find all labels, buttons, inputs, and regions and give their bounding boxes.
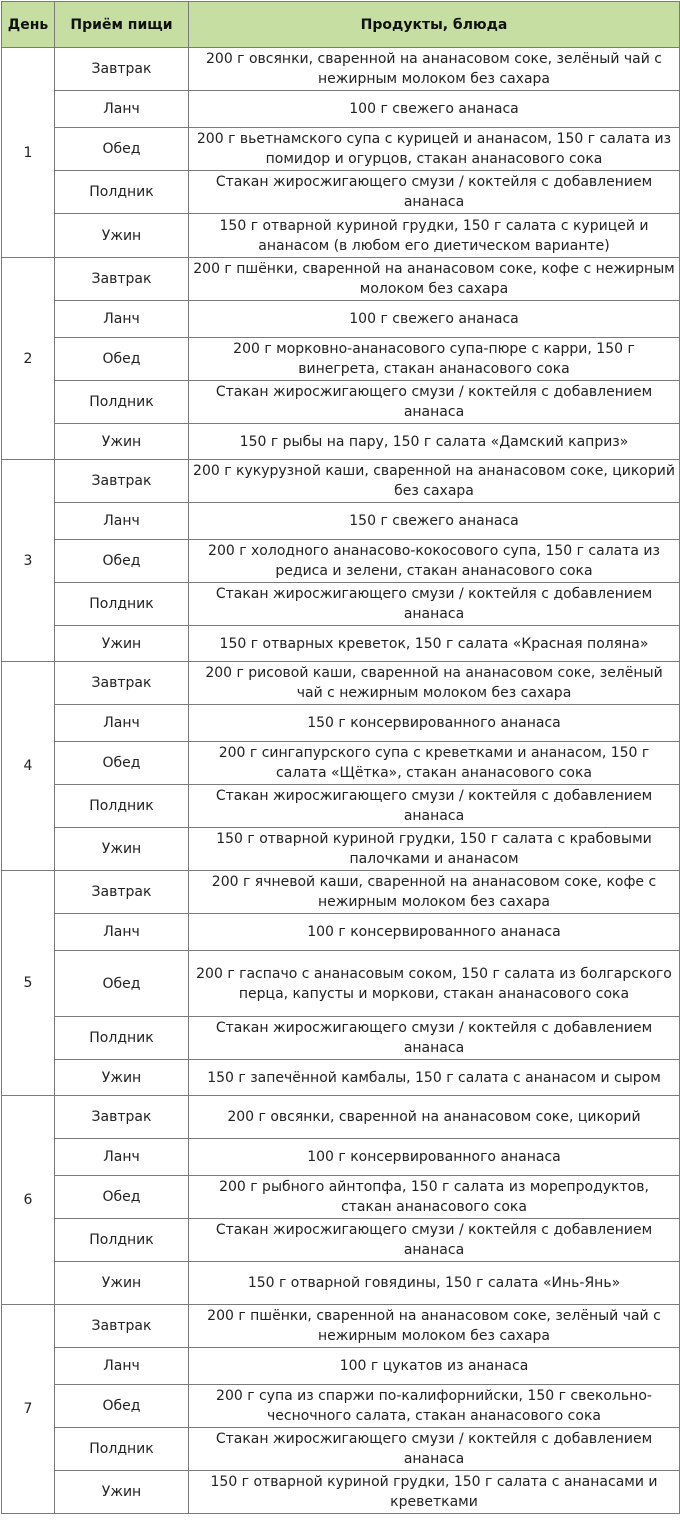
table-row <box>2 662 680 705</box>
food-description-cell: 100 г свежего ананаса <box>189 91 680 128</box>
meal-name-cell: Ланч <box>55 503 189 540</box>
table-row <box>2 460 680 503</box>
table-row <box>2 128 680 171</box>
meal-name-cell: Ланч <box>55 1348 189 1385</box>
food-description-cell: 200 г холодного ананасово-кокосового супа, 150 г салата из редиса и зелени, стакан ананасового сока <box>189 540 680 583</box>
day-number-cell: 3 <box>2 460 55 662</box>
meal-name-cell: Обед <box>55 1176 189 1219</box>
food-description-cell: Стакан жиросжигающего смузи / коктейля с добавлением ананаса <box>189 583 680 626</box>
food-description-cell: 100 г консервированного ананаса <box>189 1139 680 1176</box>
table-row <box>2 1219 680 1262</box>
column-header-food: Продукты, блюда <box>189 2 680 48</box>
meal-name-cell: Завтрак <box>55 662 189 705</box>
meal-name-cell: Полдник <box>55 381 189 424</box>
food-description-cell: 200 г кукурузной каши, сваренной на ананасовом соке, цикорий без сахара <box>189 460 680 503</box>
food-description-cell: 200 г морковно-ананасового супа-пюре с карри, 150 г винегрета, стакан ананасового сока <box>189 338 680 381</box>
meal-name-cell: Обед <box>55 1385 189 1428</box>
meal-name-cell: Обед <box>55 128 189 171</box>
food-description-cell: 200 г овсянки, сваренной на ананасовом соке, зелёный чай с нежирным молоком без сахара <box>189 48 680 91</box>
day-number-cell: 5 <box>2 871 55 1096</box>
food-description-cell: 100 г цукатов из ананаса <box>189 1348 680 1385</box>
meal-name-cell: Полдник <box>55 583 189 626</box>
food-description-cell: Стакан жиросжигающего смузи / коктейля с добавлением ананаса <box>189 171 680 214</box>
meal-name-cell: Завтрак <box>55 460 189 503</box>
table-row <box>2 785 680 828</box>
food-description-cell: Стакан жиросжигающего смузи / коктейля с добавлением ананаса <box>189 785 680 828</box>
day-number-cell: 7 <box>2 1305 55 1514</box>
food-description-cell: 150 г рыбы на пару, 150 г салата «Дамский каприз» <box>189 424 680 460</box>
food-description-cell: 100 г консервированного ананаса <box>189 914 680 951</box>
column-header-meal: Приём пищи <box>55 2 189 48</box>
meal-name-cell: Ужин <box>55 828 189 871</box>
table-row <box>2 742 680 785</box>
meal-name-cell: Обед <box>55 951 189 1017</box>
meal-name-cell: Полдник <box>55 1017 189 1060</box>
meal-name-cell: Ужин <box>55 424 189 460</box>
table-row <box>2 1017 680 1060</box>
table-row <box>2 626 680 662</box>
food-description-cell: 150 г запечённой камбалы, 150 г салата с ананасом и сыром <box>189 1060 680 1096</box>
food-description-cell: 200 г рыбного айнтопфа, 150 г салата из морепродуктов, стакан ананасового сока <box>189 1176 680 1219</box>
table-row <box>2 1305 680 1348</box>
food-description-cell: Стакан жиросжигающего смузи / коктейля с добавлением ананаса <box>189 1017 680 1060</box>
table-row <box>2 540 680 583</box>
day-number-cell: 4 <box>2 662 55 871</box>
table-row <box>2 1428 680 1471</box>
table-row <box>2 871 680 914</box>
food-description-cell: 150 г отварной куриной грудки, 150 г салата с крабовыми палочками и ананасом <box>189 828 680 871</box>
food-description-cell: 150 г отварной куриной грудки, 150 г салата с курицей и ананасом (в любом его диетическом варианте) <box>189 214 680 258</box>
meal-name-cell: Ланч <box>55 914 189 951</box>
meal-name-cell: Ланч <box>55 301 189 338</box>
table-row <box>2 1385 680 1428</box>
food-description-cell: Стакан жиросжигающего смузи / коктейля с добавлением ананаса <box>189 1428 680 1471</box>
food-description-cell: Стакан жиросжигающего смузи / коктейля с добавлением ананаса <box>189 381 680 424</box>
meal-name-cell: Завтрак <box>55 1305 189 1348</box>
meal-name-cell: Завтрак <box>55 48 189 91</box>
table-row <box>2 301 680 338</box>
table-row <box>2 338 680 381</box>
food-description-cell: 200 г вьетнамского супа с курицей и ананасом, 150 г салата из помидор и огурцов, стакан ананасового сока <box>189 128 680 171</box>
food-description-cell: 150 г отварных креветок, 150 г салата «Красная поляна» <box>189 626 680 662</box>
meal-name-cell: Завтрак <box>55 871 189 914</box>
table-header-row <box>2 2 680 48</box>
table-row <box>2 583 680 626</box>
meal-name-cell: Ланч <box>55 91 189 128</box>
table-row <box>2 258 680 301</box>
table-row <box>2 1176 680 1219</box>
meal-plan-table <box>1 1 680 1514</box>
meal-name-cell: Обед <box>55 338 189 381</box>
meal-name-cell: Ланч <box>55 705 189 742</box>
meal-name-cell: Обед <box>55 742 189 785</box>
meal-name-cell: Ужин <box>55 1060 189 1096</box>
meal-name-cell: Завтрак <box>55 1096 189 1139</box>
food-description-cell: 200 г пшёнки, сваренной на ананасовом соке, зелёный чай с нежирным молоком без сахара <box>189 1305 680 1348</box>
table-row <box>2 1060 680 1096</box>
food-description-cell: 200 г овсянки, сваренной на ананасовом соке, цикорий <box>189 1096 680 1139</box>
food-description-cell: 200 г супа из спаржи по-калифорнийски, 150 г свекольно-чесночного салата, стакан ананасового сока <box>189 1385 680 1428</box>
meal-name-cell: Завтрак <box>55 258 189 301</box>
table-row <box>2 914 680 951</box>
table-row <box>2 48 680 91</box>
food-description-cell: 200 г рисовой каши, сваренной на ананасовом соке, зелёный чай с нежирным молоком без сахара <box>189 662 680 705</box>
day-number-cell: 2 <box>2 258 55 460</box>
food-description-cell: 200 г гаспачо с ананасовым соком, 150 г салата из болгарского перца, капусты и моркови, стакан ананасового сока <box>189 951 680 1017</box>
food-description-cell: 200 г пшёнки, сваренной на ананасовом соке, кофе с нежирным молоком без сахара <box>189 258 680 301</box>
meal-name-cell: Полдник <box>55 1428 189 1471</box>
table-row <box>2 951 680 1017</box>
table-row <box>2 214 680 258</box>
food-description-cell: 150 г свежего ананаса <box>189 503 680 540</box>
meal-name-cell: Полдник <box>55 785 189 828</box>
table-body <box>2 48 680 1514</box>
meal-name-cell: Ланч <box>55 1139 189 1176</box>
food-description-cell: 150 г отварной куриной грудки, 150 г салата с ананасами и креветками <box>189 1471 680 1514</box>
table-row <box>2 1096 680 1139</box>
table-row <box>2 503 680 540</box>
table-row <box>2 1471 680 1514</box>
food-description-cell: 200 г сингапурского супа с креветками и ананасом, 150 г салата «Щётка», стакан ананасового сока <box>189 742 680 785</box>
meal-name-cell: Ужин <box>55 214 189 258</box>
table-row <box>2 1348 680 1385</box>
table-row <box>2 424 680 460</box>
table-row <box>2 1262 680 1305</box>
table-row <box>2 381 680 424</box>
meal-name-cell: Ужин <box>55 1262 189 1305</box>
food-description-cell: 150 г отварной говядины, 150 г салата «Инь-Янь» <box>189 1262 680 1305</box>
table-row <box>2 91 680 128</box>
meal-name-cell: Полдник <box>55 171 189 214</box>
day-number-cell: 6 <box>2 1096 55 1305</box>
food-description-cell: 100 г свежего ананаса <box>189 301 680 338</box>
table-row <box>2 171 680 214</box>
meal-name-cell: Ужин <box>55 626 189 662</box>
table-row <box>2 705 680 742</box>
meal-name-cell: Полдник <box>55 1219 189 1262</box>
food-description-cell: 150 г консервированного ананаса <box>189 705 680 742</box>
column-header-day: День <box>2 2 55 48</box>
table-row <box>2 1139 680 1176</box>
day-number-cell: 1 <box>2 48 55 258</box>
meal-name-cell: Обед <box>55 540 189 583</box>
food-description-cell: Стакан жиросжигающего смузи / коктейля с добавлением ананаса <box>189 1219 680 1262</box>
meal-name-cell: Ужин <box>55 1471 189 1514</box>
table-row <box>2 828 680 871</box>
food-description-cell: 200 г ячневой каши, сваренной на ананасовом соке, кофе с нежирным молоком без сахара <box>189 871 680 914</box>
